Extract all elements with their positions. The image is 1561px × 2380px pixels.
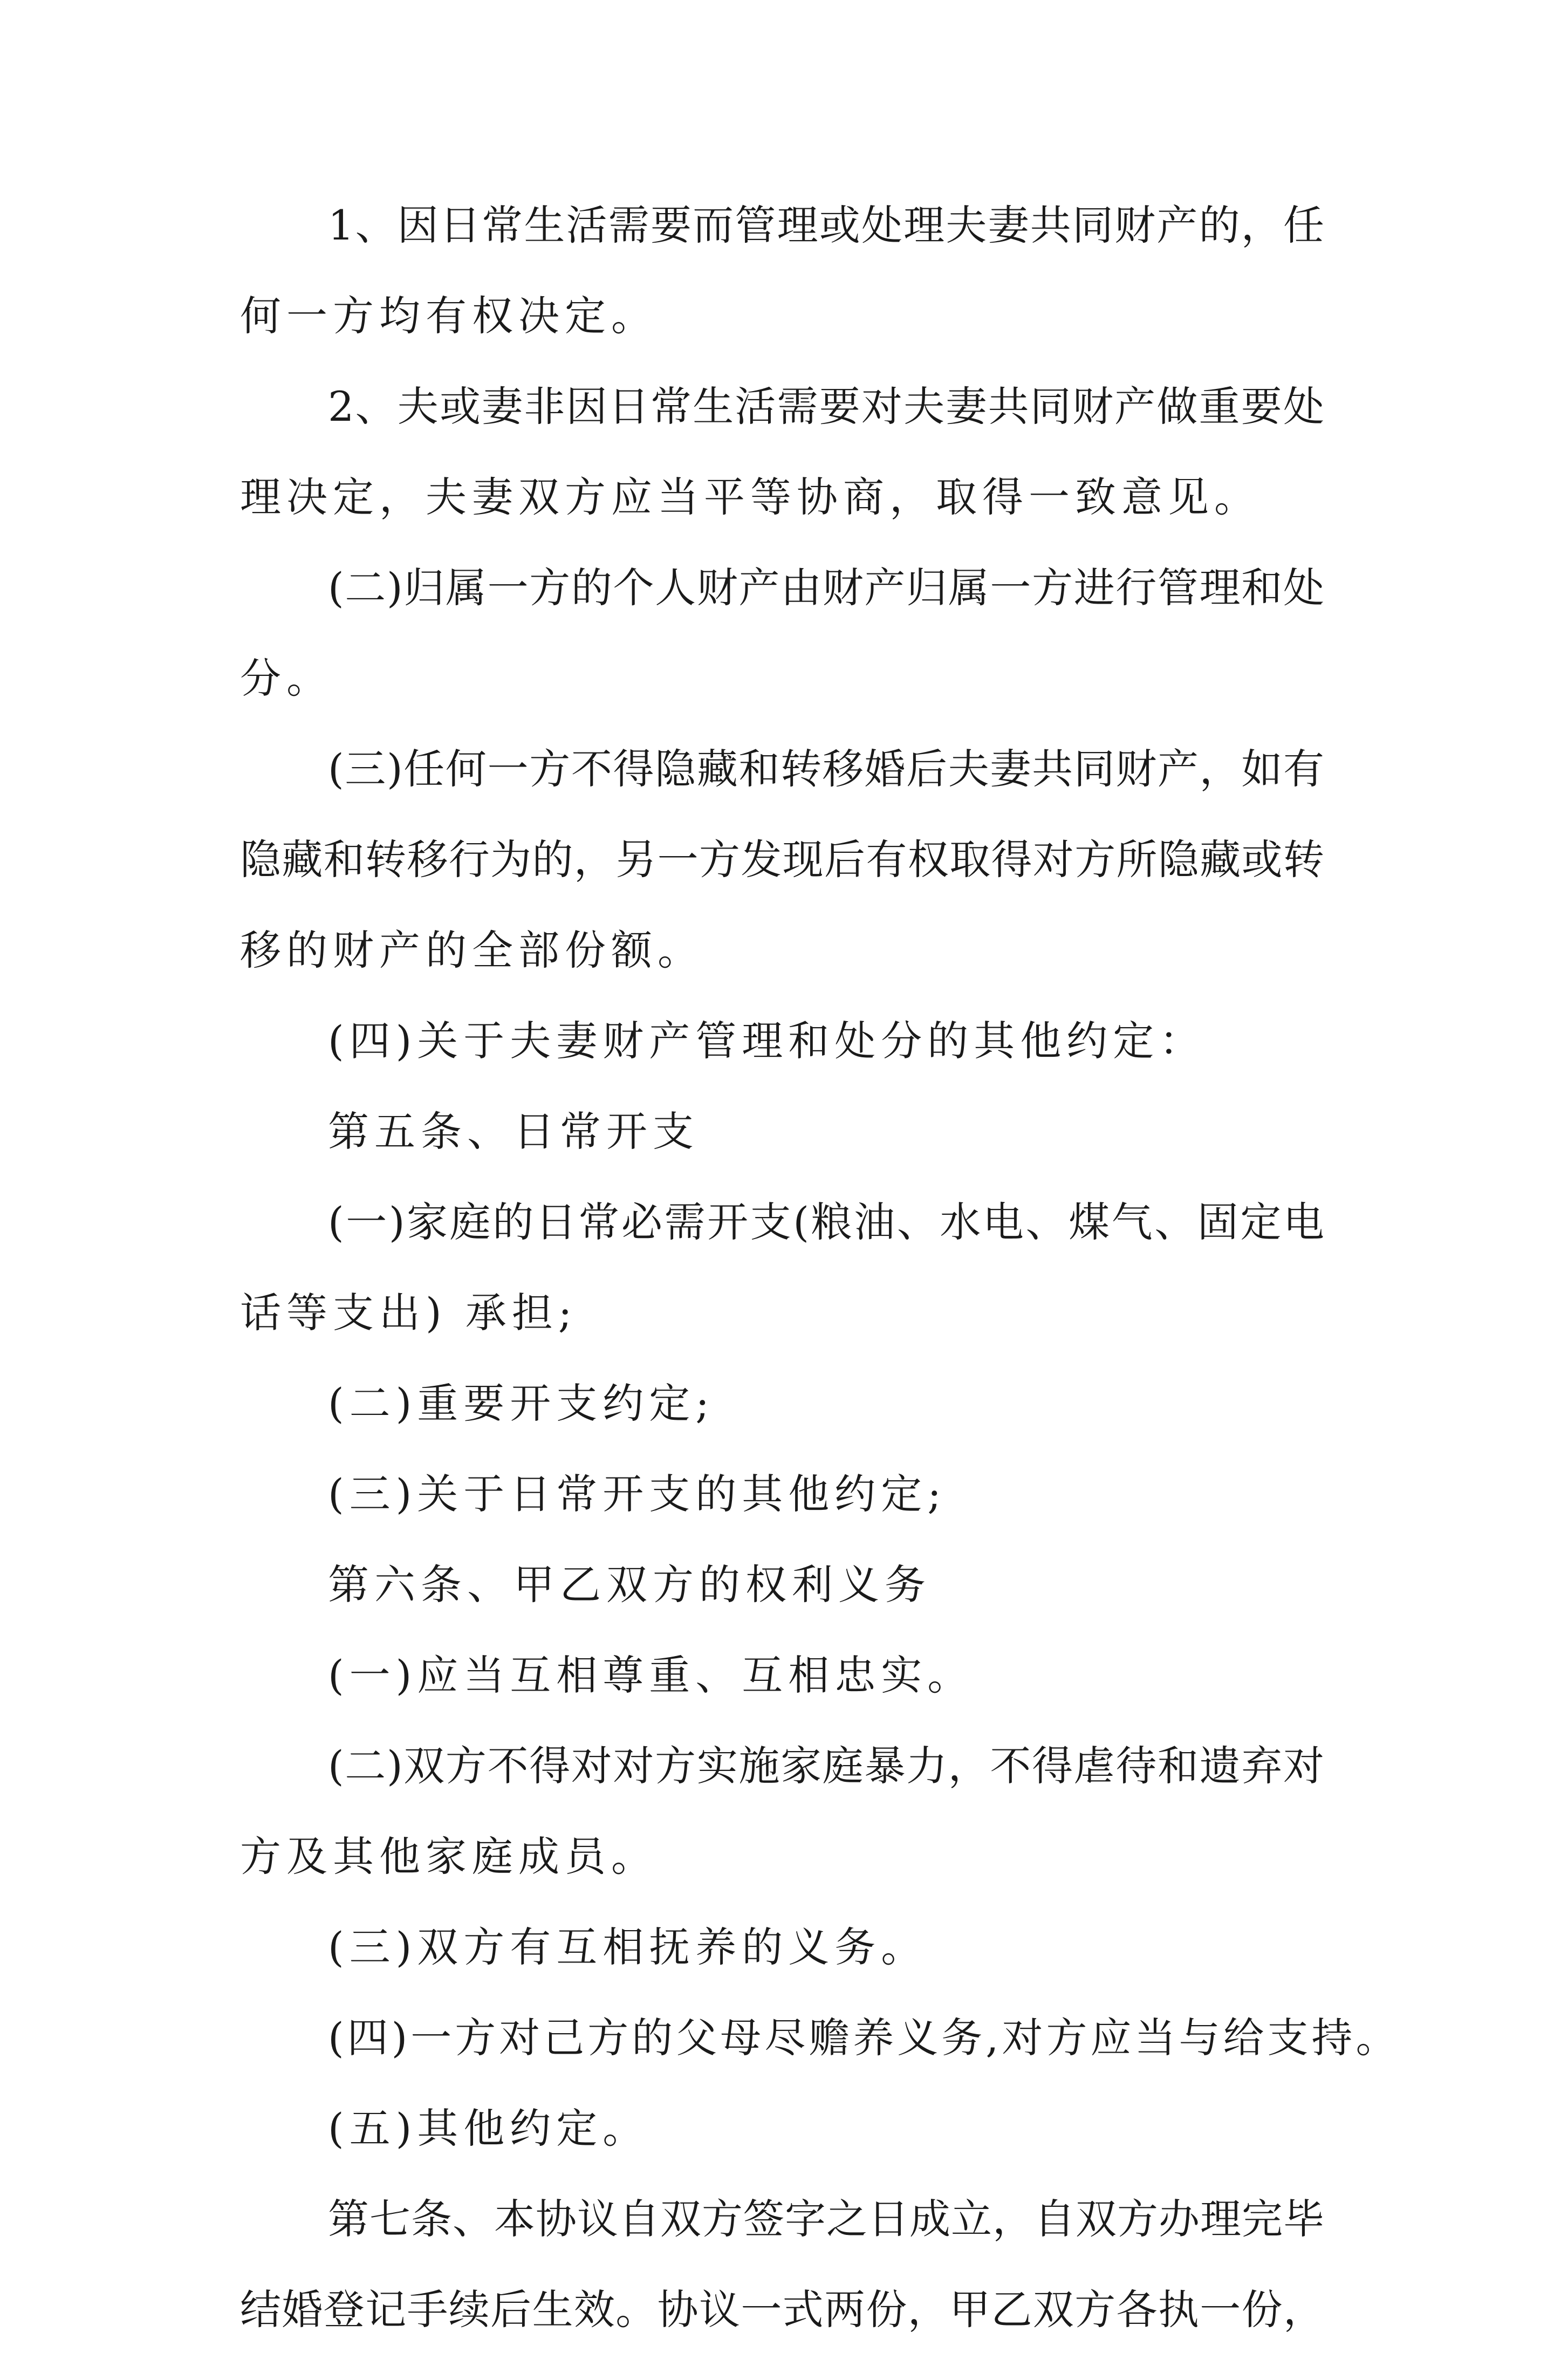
text-line: (四)关于夫妻财产管理和处分的其他约定：	[328, 1017, 1206, 1065]
text-line: 理决定，夫妻双方应当平等协商，取得一致意见。	[240, 473, 1261, 521]
text-line: (二)归属一方的个人财产由财产归属一方进行管理和处	[328, 564, 1324, 612]
text-line: 何一方均有权决定。	[240, 292, 658, 340]
text-line: (三)双方有互相抚养的义务。	[328, 1923, 928, 1971]
document-body	[240, 201, 1400, 2380]
text-line: (三)任何一方不得隐藏和转移婚后夫妻共同财产，如有	[328, 745, 1324, 793]
section-heading: 第五条、日常开支	[328, 1107, 699, 1155]
article-5-heading	[240, 1107, 1324, 1159]
article-6-heading	[240, 1561, 1324, 1612]
article-7-paragraph	[240, 2195, 1324, 2337]
text-line: 分。	[240, 654, 333, 702]
text-line: (一)家庭的日常必需开支(粮油、水电、煤气、固定电	[328, 1198, 1324, 1246]
paragraph-other-property-terms	[240, 1017, 1324, 1068]
text-line: 第七条、本协议自双方签字之日成立，自双方办理完毕	[328, 2195, 1324, 2243]
text-line: 话等支出) 承担;	[240, 1289, 578, 1337]
paragraph-no-violence	[240, 1742, 1324, 1884]
text-line: 移的财产的全部份额。	[240, 926, 704, 974]
paragraph-parent-support	[240, 2014, 1400, 2065]
text-line: (五)其他约定。	[328, 2104, 649, 2152]
text-line: (四)一方对己方的父母尽赡养义务,对方应当与给支持。	[328, 2014, 1400, 2062]
text-line: 2、夫或妻非因日常生活需要对夫妻共同财产做重要处	[328, 382, 1324, 430]
paragraph-major-disposal	[240, 382, 1324, 524]
section-heading: 第六条、甲乙双方的权利义务	[328, 1561, 931, 1609]
text-line: (二)重要开支约定;	[328, 1379, 715, 1427]
paragraph-mutual-respect	[240, 1651, 1324, 1702]
paragraph-major-expenses	[240, 1379, 1324, 1431]
paragraph-other-terms	[240, 2104, 1324, 2156]
paragraph-mutual-support	[240, 1923, 1324, 1974]
paragraph-daily-management	[240, 201, 1324, 343]
paragraph-personal-property	[240, 564, 1324, 706]
text-line: 方及其他家庭成员。	[240, 1832, 658, 1880]
text-line: (二)双方不得对对方实施家庭暴力，不得虐待和遗弃对	[328, 1742, 1324, 1790]
text-line: (三)关于日常开支的其他约定;	[328, 1470, 947, 1518]
text-line: 隐藏和转移行为的，另一方发现后有权取得对方所隐藏或转	[240, 836, 1324, 884]
text-line: (一)应当互相尊重、互相忠实。	[328, 1651, 974, 1699]
paragraph-daily-expenses	[240, 1198, 1324, 1340]
text-line: 1、因日常生活需要而管理或处理夫妻共同财产的，任	[328, 201, 1324, 249]
paragraph-no-concealment	[240, 745, 1324, 977]
text-line: 结婚登记手续后生效。协议一式两份，甲乙双方各执一份，	[240, 2286, 1324, 2334]
paragraph-other-expense-terms	[240, 1470, 1324, 1521]
